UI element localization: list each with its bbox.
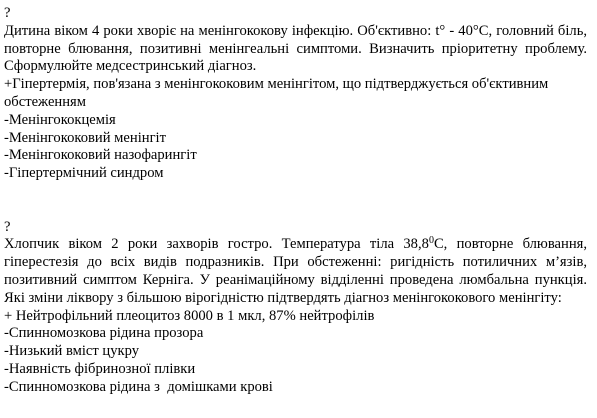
option-text: Менінгококовий менінгіт: [8, 129, 166, 146]
option-text: Гіпертермічний синдром: [8, 165, 164, 182]
option-text: Нейтрофільний плеоцитоз 8000 в 1 мкл, 87% нейтрофілів: [15, 307, 375, 324]
question-stem: [4, 236, 587, 307]
option-mark: +: [4, 76, 13, 93]
option-mark: -: [4, 378, 9, 395]
option-mark: -: [4, 165, 9, 182]
question-2: [4, 219, 587, 397]
answer-option: [4, 130, 587, 148]
answer-option: [4, 147, 587, 165]
stem-text: С, повторне блювання, гіперестезія до всіх видів подразників. При обстеженні: ригідність потиличних м’язів, позитивний симптом Керніга. У реанімаційному відділенні проведена люмбальна пункція. Які зміни ліквору з більшою вірогідністю підтвердять діагноз менінгококового менінгіту:: [4, 236, 587, 306]
option-text: Менінгококцемія: [8, 111, 116, 128]
answer-option: [4, 325, 587, 343]
answer-option: [4, 165, 587, 183]
option-text: Наявність фібринозної плівки: [8, 360, 196, 377]
answer-option: [4, 379, 587, 397]
question-marker: ?: [4, 5, 11, 21]
question-1: [4, 5, 587, 183]
blank-lines: [4, 183, 587, 219]
question-stem: Дитина віком 4 роки хворіє на менінгококову інфекцію. Об'єктивно: t° - 40°С, головний біль, повторне блювання, позитивні менінгеальні симптоми. Визначить пріоритетну проблему. Сформулюйте медсестринський діагноз.: [4, 22, 587, 75]
question-marker: ?: [4, 218, 11, 235]
option-mark: -: [4, 325, 9, 342]
option-text: Спинномозкова рідина прозора: [8, 325, 204, 342]
option-mark: -: [4, 147, 9, 164]
answer-option-correct: [4, 76, 587, 112]
option-text: Менінгококовий назофарингіт: [8, 147, 197, 164]
option-text: Гіпертермія, пов'язана з менінгококовим менінгітом, що підтверджується об'єктивним обстеженням: [4, 76, 549, 110]
degree-superscript: 0: [428, 235, 434, 247]
option-mark: -: [4, 129, 9, 146]
option-mark: +: [4, 307, 16, 324]
answer-option: [4, 361, 587, 379]
answer-option: [4, 112, 587, 130]
option-text: Спинномозкова рідина з домішками крові: [8, 378, 273, 395]
answer-option-correct: [4, 308, 587, 326]
option-mark: -: [4, 343, 9, 360]
stem-text: Хлопчик віком 2 роки захворів гостро. Температура тіла 38,8: [4, 236, 429, 253]
option-mark: -: [4, 111, 9, 128]
answer-option: [4, 343, 587, 361]
option-text: Низький вміст цукру: [8, 343, 140, 360]
option-mark: -: [4, 360, 9, 377]
